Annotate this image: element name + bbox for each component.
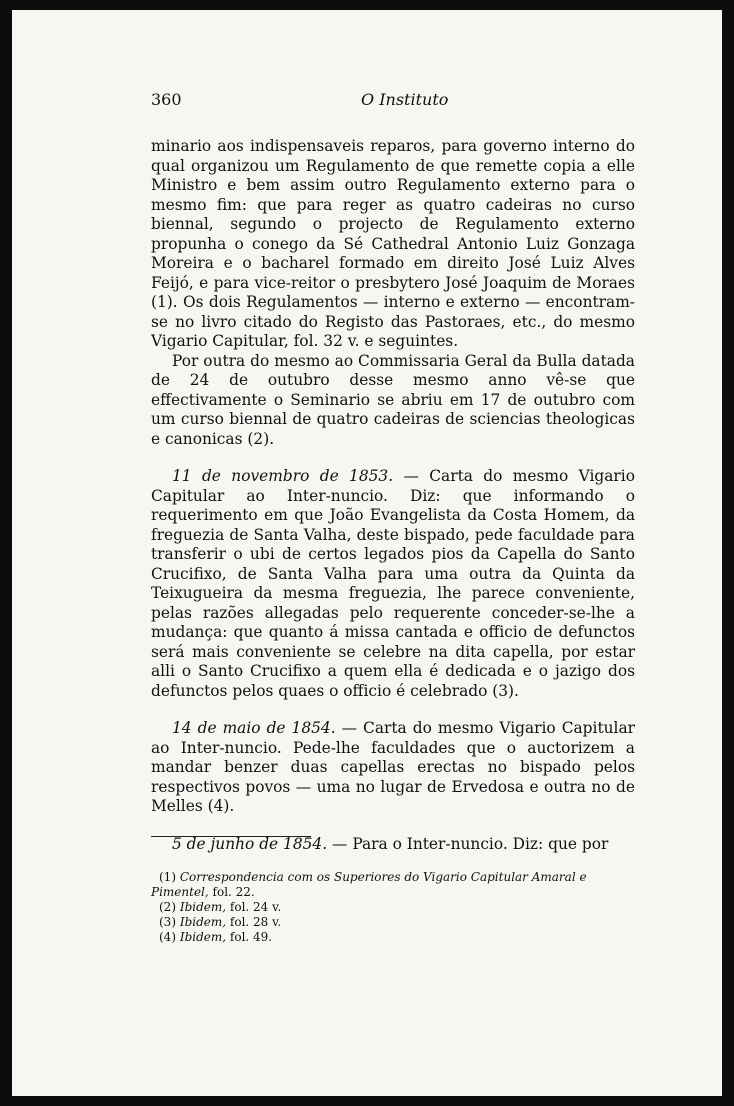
footnote-location: fol. 24 v. (229, 900, 282, 914)
paragraph (151, 719, 635, 817)
footnote-location: fol. 49. (229, 930, 273, 944)
paragraph-text: — Carta do mesmo Vigario Capitular ao Inter-nuncio. Diz: que informando o requerimento em que João Evangelista da Costa Homem, da freguezia de Santa Valha, deste bispado, pede faculdade para transferir o ubi de certos legados pios da Capella do Santo Crucifixo, de Santa Valha para uma outra da Quinta da Teixugueira da mesma freguezia, lhe parece conveniente, pelas razões allegadas pelo requerente conceder-se-lhe a mudança: que quanto á missa cantada e officio de defunctos será mais conveniente se celebre na dita capella, por estar alli o Santo Crucifixo a quem ella é dedicada e o jazigo dos defunctos pelos quaes o officio é celebrado (3). (151, 467, 635, 700)
paragraph-text: — Carta do mesmo Vigario Capitular ao Inter-nuncio. Pede-lhe faculdades que o auctorizem a mandar benzer duas capellas erectas no bispado pelos respectivos povos — uma no lugar de Ervedosa e outra no de Melles (4). (151, 719, 635, 815)
footnote-number: (1) (159, 870, 176, 884)
footnote (151, 870, 635, 900)
footnote-location: fol. 28 v. (229, 915, 282, 929)
footnote-divider (151, 836, 311, 837)
footnote-reference: Ibidem, (179, 915, 227, 929)
paragraph (151, 137, 635, 352)
paragraph (151, 352, 635, 450)
page-header (151, 90, 635, 112)
footnote-reference: Correspondencia com os Superiores do Vigario Capitular Amaral e Pimentel, (151, 870, 587, 899)
paragraph-text: — Para o Inter-nuncio. Diz: que por (332, 834, 609, 853)
paragraph-text: minario aos indispensaveis reparos, para governo interno do qual organizou um Regulamento de que remette copia a elle Ministro e bem assim outro Regulamento externo para o mesmo fim: que para reger as quatro cadeiras no curso biennal, segundo o projecto de Regulamento externo propunha o conego da Sé Cathedral Antonio Luiz Gonzaga Moreira e o bacharel formado em direito José Luiz Alves Feijó, e para vice-reitor o presbytero José Joaquim de Moraes (1). Os dois Regulamentos — interno e externo — encontram-se no livro citado do Registo das Pastoraes, etc., do mesmo Vigario Capitular, fol. 32 v. e seguintes. (151, 137, 635, 350)
footnote-reference: Ibidem, (179, 900, 227, 914)
page-number: 360 (151, 90, 182, 109)
paragraph (151, 835, 635, 855)
book-page (12, 10, 722, 1096)
footnote (151, 900, 635, 915)
footnote (151, 930, 635, 945)
footnotes (151, 870, 635, 945)
paragraph (151, 467, 635, 701)
paragraph-text: Por outra do mesmo ao Commissaria Geral da Bulla datada de 24 de outubro desse mesmo anno vê-se que effectivamente o Seminario se abriu em 17 de outubro com um curso biennal de quatro cadeiras de sciencias theologicas e canonicas (2). (151, 351, 635, 448)
footnote-location: fol. 22. (212, 885, 255, 899)
footnote-number: (4) (159, 930, 176, 944)
running-title: O Instituto (361, 90, 449, 109)
body-text (151, 137, 635, 854)
entry-date: 11 de novembro de 1853. (172, 467, 394, 485)
footnote-number: (3) (159, 915, 176, 929)
footnote (151, 915, 635, 930)
footnote-number: (2) (159, 900, 176, 914)
entry-date: 14 de maio de 1854. (172, 719, 336, 737)
footnote-reference: Ibidem, (179, 930, 227, 944)
entry-date: 5 de junho de 1854. (172, 834, 328, 853)
